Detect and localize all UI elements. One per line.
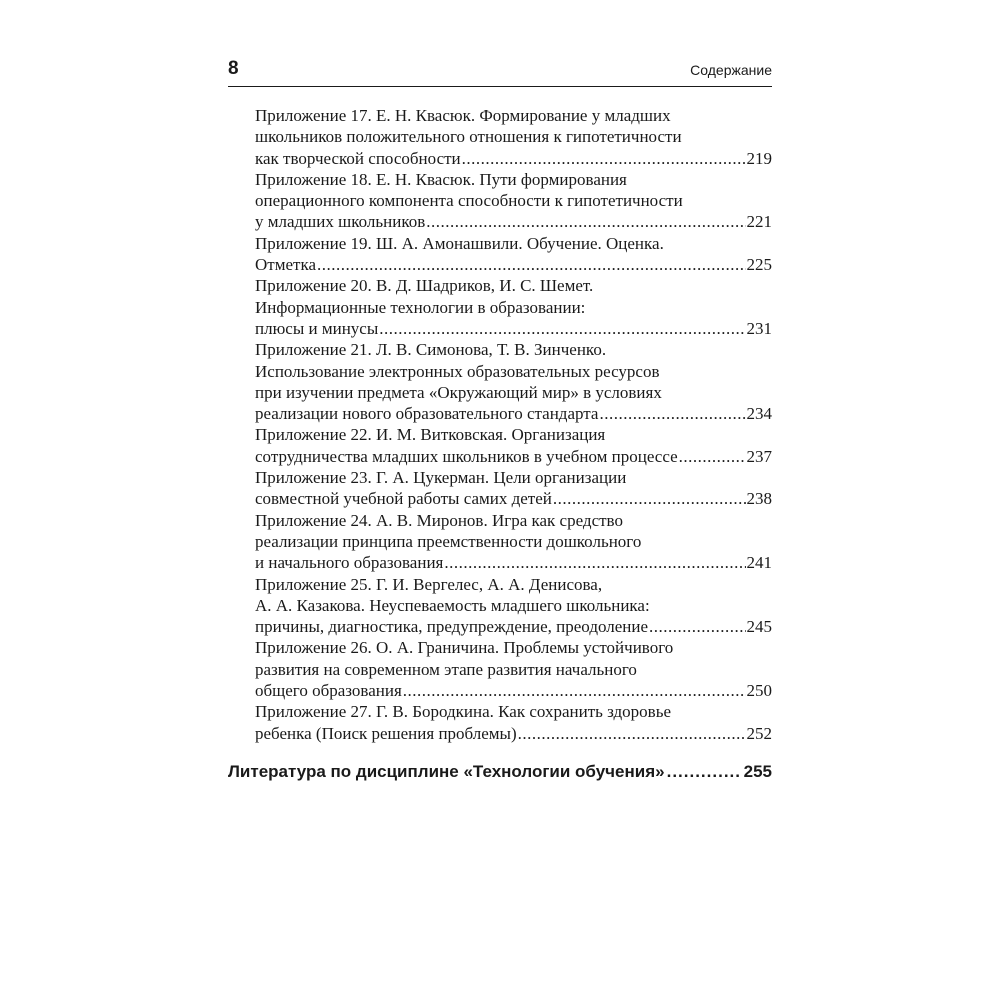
dot-leader [403, 680, 746, 701]
page-number: 8 [228, 58, 239, 79]
toc-entry-line: плюсы и минусы [255, 318, 379, 338]
toc-entry-line: Приложение 25. Г. И. Вергелес, А. А. Денисова, [255, 574, 603, 594]
toc-entry-line: совместной учебной работы самих детей [255, 489, 552, 509]
toc-entry-line: А. А. Казакова. Неуспеваемость младшего школьника: [255, 595, 650, 615]
toc-entry-page: 225 [746, 255, 772, 275]
toc-entry-line: и начального образования [255, 553, 444, 573]
toc-entry[interactable] [255, 424, 772, 467]
toc-entry-line: Приложение 20. В. Д. Шадриков, И. С. Шемет. [255, 276, 594, 296]
toc-entry-page: 221 [746, 212, 772, 232]
toc-entry[interactable] [255, 574, 772, 638]
toc-entry-line: сотрудничества младших школьников в учебном процессе [255, 446, 678, 466]
toc-entry[interactable] [255, 637, 772, 701]
toc-entry[interactable] [255, 233, 772, 276]
toc-entry-last-line [255, 723, 772, 744]
toc-entry-line: Приложение 18. Е. Н. Квасюк. Пути формирования [255, 169, 627, 189]
toc-entry-line: Приложение 19. Ш. А. Амонашвили. Обучение. Оценка. [255, 233, 664, 253]
toc-entry-line: Приложение 27. Г. В. Бородкина. Как сохранить здоровье [255, 702, 672, 722]
toc-entry-literature[interactable] [228, 762, 772, 782]
toc-entry-line: Приложение 26. О. А. Граничина. Проблемы устойчивого [255, 638, 674, 658]
toc-entry-last-line [255, 680, 772, 701]
toc-entry-last-line [255, 403, 772, 424]
toc-entry-page: 234 [746, 404, 772, 424]
dot-leader [679, 446, 746, 467]
toc-entry-last-line [255, 488, 772, 509]
toc-entry-line: Использование электронных образовательных ресурсов [255, 361, 660, 381]
toc-entry-line: причины, диагностика, предупреждение, преодоление [255, 617, 649, 637]
toc-entry-page: 238 [746, 489, 772, 509]
running-title: Содержание [690, 62, 772, 78]
toc-entry-line: развития на современном этапе развития начального [255, 659, 637, 679]
dot-leader [444, 552, 745, 573]
toc-entry-line: при изучении предмета «Окружающий мир» в условиях [255, 382, 662, 402]
toc-entry-page: 231 [746, 318, 772, 338]
toc-entry-page: 245 [746, 617, 772, 637]
toc-entry-last-line [255, 318, 772, 339]
dot-leader [649, 616, 745, 637]
toc-entry-line: у младших школьников [255, 212, 426, 232]
toc-entry-last-line [255, 446, 772, 467]
toc-entry-line: ребенка (Поиск решения проблемы) [255, 723, 517, 743]
toc-entry-line: общего образования [255, 681, 402, 701]
dot-leader [667, 762, 742, 782]
toc-entry-page: 241 [746, 553, 772, 573]
toc-entry-line: Отметка [255, 255, 316, 275]
toc-entry-last-line [255, 616, 772, 637]
toc-entry-line: реализации нового образовательного стандарта [255, 404, 599, 424]
dot-leader [599, 403, 745, 424]
toc-entry-line: Приложение 17. Е. Н. Квасюк. Формирование у младших [255, 106, 671, 125]
toc-entry-line: реализации принципа преемственности дошкольного [255, 531, 642, 551]
toc-entry-last-line [255, 211, 772, 232]
toc-entry-last-line [255, 254, 772, 275]
toc-entry-title: Литература по дисциплине «Технологии обучения» [228, 762, 665, 781]
toc-entry[interactable] [255, 275, 772, 339]
toc-entry[interactable] [255, 467, 772, 510]
page-header [228, 56, 772, 87]
toc-entry-line: Приложение 23. Г. А. Цукерман. Цели организации [255, 468, 627, 488]
toc-entry-line: Приложение 24. А. В. Миронов. Игра как средство [255, 510, 623, 530]
toc-entry-page: 250 [746, 681, 772, 701]
toc-entry-page: 219 [746, 148, 772, 168]
toc-entry-page: 252 [746, 723, 772, 743]
table-of-contents [255, 105, 772, 744]
toc-entry[interactable] [255, 169, 772, 233]
toc-entry[interactable] [255, 701, 772, 744]
toc-entry-page: 255 [743, 762, 772, 781]
toc-entry-line: Приложение 21. Л. В. Симонова, Т. В. Зинченко. [255, 340, 607, 360]
toc-entry[interactable] [255, 339, 772, 424]
toc-entry-last-line [255, 552, 772, 573]
dot-leader [379, 318, 745, 339]
dot-leader [426, 211, 745, 232]
toc-entry-page: 237 [746, 446, 772, 466]
dot-leader [518, 723, 746, 744]
toc-entry-line: школьников положительного отношения к гипотетичности [255, 127, 682, 147]
dot-leader [553, 488, 746, 509]
toc-entry-last-line [255, 148, 772, 169]
dot-leader [462, 148, 746, 169]
toc-entry-line: Приложение 22. И. М. Витковская. Организация [255, 425, 606, 445]
toc-entry[interactable] [255, 105, 772, 169]
toc-entry[interactable] [255, 510, 772, 574]
toc-entry-line: операционного компонента способности к гипотетичности [255, 191, 683, 211]
toc-entry-line: Информационные технологии в образовании: [255, 297, 586, 317]
toc-entry-line: как творческой способности [255, 148, 461, 168]
dot-leader [317, 254, 746, 275]
